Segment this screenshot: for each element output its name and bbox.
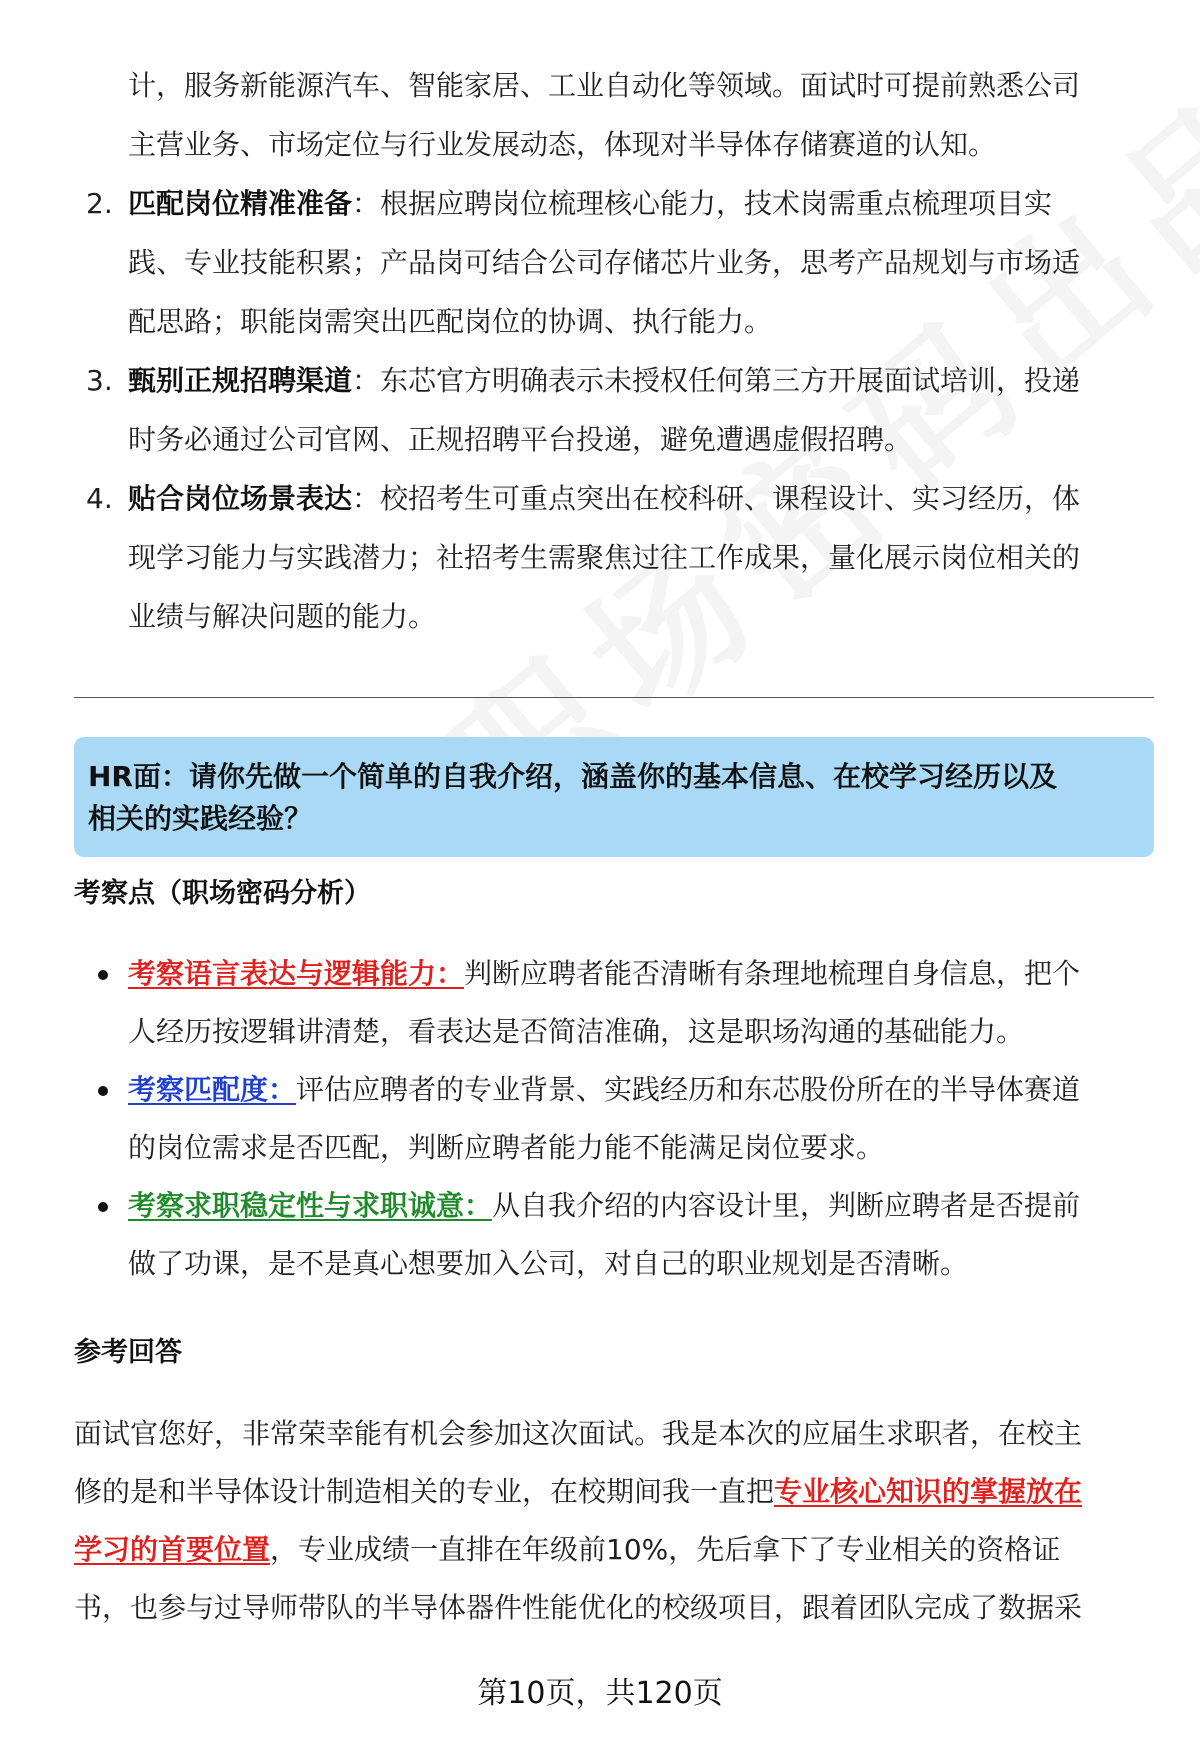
answer-title: 参考回答 [74,1337,182,1368]
page-footer: 第10页，共120页 [477,1676,723,1711]
list-number: 2. [86,187,113,220]
bullet-dot-icon [98,1086,108,1096]
answer-text: ，专业成绩一直排在年级前10%，先后拿下了专业相关的资格证 [270,1533,1061,1566]
bullet-keyword: 考察匹配度： [128,1073,297,1106]
bullet-line: 人经历按逻辑讲清楚，看表达是否简洁准确，这是职场沟通的基础能力。 [128,1015,1025,1048]
answer-highlight: 学习的首要位置 [74,1533,271,1566]
list-item [74,351,1154,410]
bullet-item [74,1061,1154,1119]
list-number: 3. [86,364,113,397]
answer-line [74,1521,1154,1579]
answer-text: 修的是和半导体设计制造相关的专业，在校期间我一直把 [74,1475,775,1508]
list-text: ：校招考生可重点突出在校科研、课程设计、实习经历，体 [352,482,1081,515]
question-text: HR面：请你先做一个简单的自我介绍，涵盖你的基本信息、在校学习经历以及 [88,760,1057,793]
bullet-line: 的岗位需求是否匹配，判断应聘者能力能不能满足岗位要求。 [128,1131,885,1164]
list-keyword: 匹配岗位精准准备 [128,187,353,220]
list-number: 4. [86,482,113,515]
section-divider [74,697,1154,698]
bullet-dot-icon [98,1202,108,1212]
list-item-continuation: 主营业务、市场定位与行业发展动态，体现对半导体存储赛道的认知。 [128,128,997,161]
list-item-line: 业绩与解决问题的能力。 [128,600,437,633]
list-text: ：根据应聘岗位梳理核心能力，技术岗需重点梳理项目实 [352,187,1053,220]
tips-list [74,56,1154,646]
list-item [74,469,1154,528]
bullet-text: 从自我介绍的内容设计里，判断应聘者是否提前 [492,1189,1081,1222]
analysis-bullets [74,945,1154,1293]
bullet-keyword: 考察语言表达与逻辑能力： [128,957,465,990]
bullet-text: 评估应聘者的专业背景、实践经历和东芯股份所在的半导体赛道 [296,1073,1081,1106]
answer-highlight: 专业核心知识的掌握放在 [774,1475,1083,1508]
question-text: 相关的实践经验？ [88,802,313,835]
bullet-dot-icon [98,970,108,980]
answer-body [74,1405,1154,1637]
list-item-line: 配思路；职能岗需突出匹配岗位的协调、执行能力。 [128,305,773,338]
list-text: ：东芯官方明确表示未授权任何第三方开展面试培训，投递 [352,364,1081,397]
answer-line: 书，也参与过导师带队的半导体器件性能优化的校级项目，跟着团队完成了数据采 [74,1591,1083,1624]
answer-line [74,1463,1154,1521]
list-item-line: 践、专业技能积累；产品岗可结合公司存储芯片业务，思考产品规划与市场适 [128,246,1081,279]
list-keyword: 贴合岗位场景表达 [128,482,353,515]
bullet-keyword: 考察求职稳定性与求职诚意： [128,1189,493,1222]
list-item-line: 时务必通过公司官网、正规招聘平台投递，避免遭遇虚假招聘。 [128,423,913,456]
bullet-line: 做了功课，是不是真心想要加入公司，对自己的职业规划是否清晰。 [128,1247,969,1280]
answer-line: 面试官您好，非常荣幸能有机会参加这次面试。我是本次的应届生求职者，在校主 [74,1417,1083,1450]
list-item-continuation: 计，服务新能源汽车、智能家居、工业自动化等领域。面试时可提前熟悉公司 [128,69,1081,102]
bullet-item [74,945,1154,1003]
list-keyword: 甄别正规招聘渠道 [128,364,353,397]
list-item-line: 现学习能力与实践潜力；社招考生需聚焦过往工作成果，量化展示岗位相关的 [128,541,1081,574]
list-item [74,174,1154,233]
analysis-title: 考察点（职场密码分析） [74,878,371,909]
bullet-item [74,1177,1154,1235]
question-box [74,737,1154,857]
bullet-text: 判断应聘者能否清晰有条理地梳理自身信息，把个 [464,957,1081,990]
